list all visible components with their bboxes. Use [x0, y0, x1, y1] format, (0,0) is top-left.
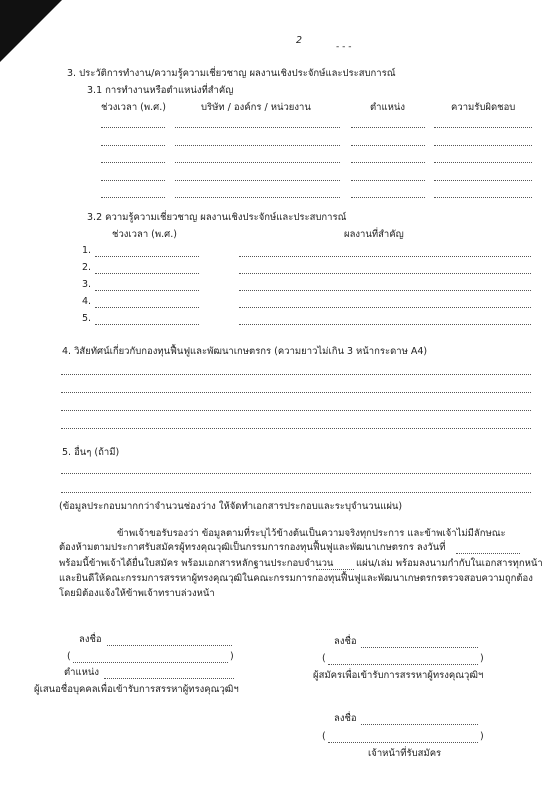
declaration-line-5: โดยมิต้องแจ้งให้ข้าพเจ้าทราบล่วงหน้า: [59, 588, 215, 599]
row5-company-line[interactable]: [175, 197, 340, 198]
row1-resp-line[interactable]: [434, 127, 532, 128]
announcement-date-line[interactable]: [456, 553, 520, 554]
vision-line-1[interactable]: [61, 374, 531, 375]
scan-corner-shadow: [0, 0, 62, 62]
column-header-key-work: ผลงานที่สำคัญ: [344, 229, 404, 240]
declaration-line-1: ข้าพเจ้าขอรับรองว่า ข้อมูลตามที่ระบุไว้ข้างต้นเป็นความจริงทุกประการ และข้าพเจ้าไม่มีลักษณะ: [117, 528, 506, 539]
row1-position-line[interactable]: [351, 127, 425, 128]
row4-resp-line[interactable]: [434, 180, 532, 181]
officer-name-open-paren: (: [322, 731, 326, 742]
expertise-2-period-line[interactable]: [95, 273, 199, 274]
document-count-line[interactable]: [316, 569, 354, 570]
section-3-2-title: 3.2 ความรู้ความเชี่ยวชาญ ผลงานเชิงประจักษ์และประสบการณ์: [87, 212, 347, 223]
row3-resp-line[interactable]: [434, 162, 532, 163]
applicant-name-close-paren: ): [480, 653, 484, 664]
nominator-signature-line[interactable]: [107, 645, 232, 646]
officer-sign-label: ลงชื่อ: [334, 713, 357, 724]
expertise-5-work-line[interactable]: [239, 324, 531, 325]
column-header-responsibility: ความรับผิดชอบ: [451, 102, 516, 113]
expertise-1-work-line[interactable]: [239, 256, 531, 257]
vision-line-3[interactable]: [61, 410, 531, 411]
row5-period-line[interactable]: [101, 197, 165, 198]
vision-line-2[interactable]: [61, 392, 531, 393]
section-3-1-title: 3.1 การทำงานหรือตำแหน่งที่สำคัญ: [87, 85, 234, 96]
applicant-signature-line[interactable]: [361, 647, 478, 648]
applicant-name-line[interactable]: [328, 664, 478, 665]
expertise-number-5: 5.: [82, 313, 92, 324]
row2-position-line[interactable]: [351, 145, 425, 146]
row4-company-line[interactable]: [175, 180, 340, 181]
nominator-name-line[interactable]: [73, 662, 228, 663]
expertise-number-3: 3.: [82, 279, 92, 290]
declaration-line-3: พร้อมนี้ข้าพเจ้าได้ยื่นใบสมัคร พร้อมเอกสารหลักฐานประกอบจำนวน: [59, 558, 334, 569]
nominator-name-close-paren: ): [230, 651, 234, 662]
section-4-title: 4. วิสัยทัศน์เกี่ยวกับกองทุนฟื้นฟูและพัฒนาเกษตรกร (ความยาวไม่เกิน 3 หน้ากระดาษ A4): [62, 346, 428, 357]
expertise-2-work-line[interactable]: [239, 273, 531, 274]
row3-period-line[interactable]: [101, 162, 165, 163]
officer-signature-line[interactable]: [361, 724, 478, 725]
row1-period-line[interactable]: [101, 127, 165, 128]
officer-name-line[interactable]: [328, 742, 478, 743]
row3-position-line[interactable]: [351, 162, 425, 163]
nominator-position-label: ตำแหน่ง: [64, 667, 100, 678]
expertise-4-period-line[interactable]: [95, 307, 199, 308]
officer-name-close-paren: ): [480, 731, 484, 742]
row1-company-line[interactable]: [175, 127, 340, 128]
column-header-position: ตำแหน่ง: [370, 102, 406, 113]
row2-resp-line[interactable]: [434, 145, 532, 146]
row2-company-line[interactable]: [175, 145, 340, 146]
section-3-title: 3. ประวัติการทำงาน/ความรู้ความเชี่ยวชาญ ผลงานเชิงประจักษ์และประสบการณ์: [67, 68, 396, 79]
section-5-title: 5. อื่นๆ (ถ้ามี): [62, 447, 120, 458]
expertise-number-2: 2.: [82, 262, 92, 273]
expertise-number-4: 4.: [82, 296, 92, 307]
other-line-1[interactable]: [61, 473, 531, 474]
expertise-3-work-line[interactable]: [239, 290, 531, 291]
declaration-line-2: ต้องห้ามตามประกาศรับสมัครผู้ทรงคุณวุฒิเป็นกรรมการกองทุนฟื้นฟูและพัฒนาเกษตรกร ลงวันที่: [59, 542, 446, 553]
row4-period-line[interactable]: [101, 180, 165, 181]
top-mark: - - -: [336, 42, 352, 52]
declaration-line-4: และยินดีให้คณะกรรมการสรรหาผู้ทรงคุณวุฒิในคณะกรรมการกองทุนฟื้นฟูและพัฒนาเกษตรกรตรวจสอบความถูกต้อง: [59, 573, 533, 584]
attachment-note: (ข้อมูลประกอบมากกว่าจำนวนช่องว่าง ให้จัดทำเอกสารประกอบและระบุจำนวนแผ่น): [59, 501, 403, 512]
nominator-name-open-paren: (: [67, 651, 71, 662]
expertise-3-period-line[interactable]: [95, 290, 199, 291]
expertise-4-work-line[interactable]: [239, 307, 531, 308]
nominator-sign-label: ลงชื่อ: [79, 634, 102, 645]
row4-position-line[interactable]: [351, 180, 425, 181]
row3-company-line[interactable]: [175, 162, 340, 163]
vision-line-4[interactable]: [61, 428, 531, 429]
applicant-name-open-paren: (: [322, 653, 326, 664]
nominator-position-line[interactable]: [104, 678, 234, 679]
other-line-2[interactable]: [61, 492, 531, 493]
expertise-5-period-line[interactable]: [95, 324, 199, 325]
expertise-1-period-line[interactable]: [95, 256, 199, 257]
declaration-line-3b: แผ่น/เล่ม พร้อมลงนามกำกับในเอกสารทุกหน้า: [356, 558, 543, 569]
column-header-company: บริษัท / องค์กร / หน่วยงาน: [201, 102, 311, 113]
column-header-period-2: ช่วงเวลา (พ.ศ.): [112, 229, 177, 240]
column-header-period: ช่วงเวลา (พ.ศ.): [101, 102, 166, 113]
applicant-sign-label: ลงชื่อ: [334, 636, 357, 647]
expertise-number-1: 1.: [82, 245, 92, 256]
officer-caption: เจ้าหน้าที่รับสมัคร: [368, 748, 442, 759]
row5-position-line[interactable]: [351, 197, 425, 198]
row2-period-line[interactable]: [101, 145, 165, 146]
page-number: 2: [296, 35, 303, 46]
row5-resp-line[interactable]: [434, 197, 532, 198]
applicant-caption: ผู้สมัครเพื่อเข้ารับการสรรหาผู้ทรงคุณวุฒิฯ: [313, 670, 484, 681]
nominator-caption: ผู้เสนอชื่อบุคคลเพื่อเข้ารับการสรรหาผู้ทรงคุณวุฒิฯ: [34, 684, 239, 695]
